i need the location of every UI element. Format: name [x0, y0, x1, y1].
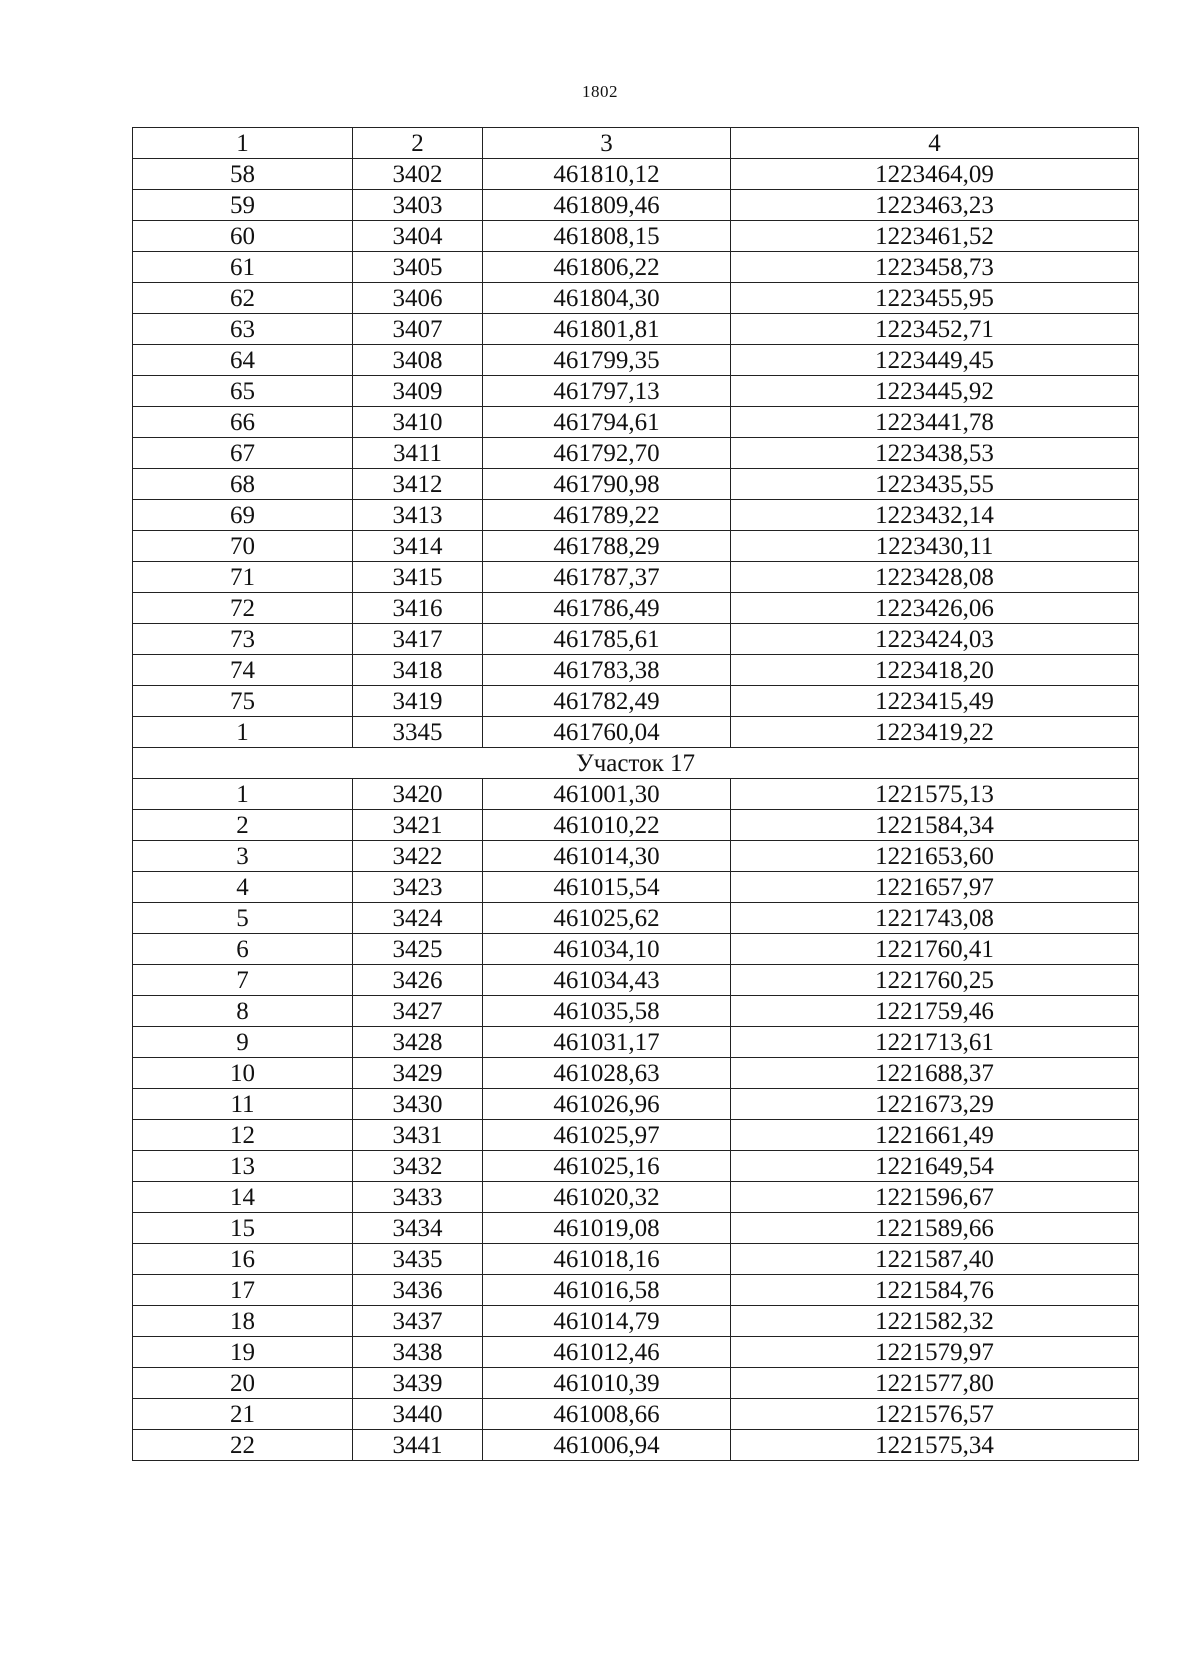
- point-id-cell: 3409: [353, 376, 483, 407]
- x-coordinate-cell: 461031,17: [483, 1027, 731, 1058]
- x-coordinate-cell: 461014,30: [483, 841, 731, 872]
- table-row: [133, 1337, 1139, 1368]
- point-number-cell: 69: [133, 500, 353, 531]
- point-number-cell: 13: [133, 1151, 353, 1182]
- table-row: [133, 996, 1139, 1027]
- x-coordinate-cell: 461786,49: [483, 593, 731, 624]
- x-coordinate-cell: 461783,38: [483, 655, 731, 686]
- x-coordinate-cell: 461809,46: [483, 190, 731, 221]
- y-coordinate-cell: 1221577,80: [731, 1368, 1139, 1399]
- point-number-cell: 60: [133, 221, 353, 252]
- point-id-cell: 3402: [353, 159, 483, 190]
- point-id-cell: 3403: [353, 190, 483, 221]
- y-coordinate-cell: 1223430,11: [731, 531, 1139, 562]
- point-id-cell: 3427: [353, 996, 483, 1027]
- table-row: [133, 686, 1139, 717]
- table-row: [133, 345, 1139, 376]
- table-row: [133, 810, 1139, 841]
- point-id-cell: 3407: [353, 314, 483, 345]
- y-coordinate-cell: 1223449,45: [731, 345, 1139, 376]
- point-number-cell: 66: [133, 407, 353, 438]
- y-coordinate-cell: 1221579,97: [731, 1337, 1139, 1368]
- point-number-cell: 61: [133, 252, 353, 283]
- y-coordinate-cell: 1221743,08: [731, 903, 1139, 934]
- y-coordinate-cell: 1223426,06: [731, 593, 1139, 624]
- y-coordinate-cell: 1223458,73: [731, 252, 1139, 283]
- point-number-cell: 16: [133, 1244, 353, 1275]
- x-coordinate-cell: 461025,16: [483, 1151, 731, 1182]
- y-coordinate-cell: 1223424,03: [731, 624, 1139, 655]
- x-coordinate-cell: 461794,61: [483, 407, 731, 438]
- point-id-cell: 3441: [353, 1430, 483, 1461]
- y-coordinate-cell: 1221575,13: [731, 779, 1139, 810]
- x-coordinate-cell: 461810,12: [483, 159, 731, 190]
- y-coordinate-cell: 1221576,57: [731, 1399, 1139, 1430]
- x-coordinate-cell: 461019,08: [483, 1213, 731, 1244]
- x-coordinate-cell: 461025,97: [483, 1120, 731, 1151]
- point-id-cell: 3418: [353, 655, 483, 686]
- point-number-cell: 73: [133, 624, 353, 655]
- y-coordinate-cell: 1223432,14: [731, 500, 1139, 531]
- table-row: [133, 407, 1139, 438]
- point-id-cell: 3429: [353, 1058, 483, 1089]
- x-coordinate-cell: 461010,22: [483, 810, 731, 841]
- point-id-cell: 3434: [353, 1213, 483, 1244]
- point-id-cell: 3408: [353, 345, 483, 376]
- point-id-cell: 3433: [353, 1182, 483, 1213]
- table-row: [133, 562, 1139, 593]
- point-number-cell: 17: [133, 1275, 353, 1306]
- table-row: [133, 531, 1139, 562]
- point-number-cell: 68: [133, 469, 353, 500]
- table-row: [133, 717, 1139, 748]
- x-coordinate-cell: 461760,04: [483, 717, 731, 748]
- point-number-cell: 4: [133, 872, 353, 903]
- point-number-cell: 75: [133, 686, 353, 717]
- x-coordinate-cell: 461034,10: [483, 934, 731, 965]
- point-number-cell: 59: [133, 190, 353, 221]
- x-coordinate-cell: 461782,49: [483, 686, 731, 717]
- header-row: [133, 128, 1139, 159]
- point-id-cell: 3422: [353, 841, 483, 872]
- point-id-cell: 3415: [353, 562, 483, 593]
- point-id-cell: 3414: [353, 531, 483, 562]
- x-coordinate-cell: 461808,15: [483, 221, 731, 252]
- table-row: [133, 1368, 1139, 1399]
- point-number-cell: 65: [133, 376, 353, 407]
- x-coordinate-cell: 461006,94: [483, 1430, 731, 1461]
- point-id-cell: 3423: [353, 872, 483, 903]
- point-id-cell: 3421: [353, 810, 483, 841]
- point-id-cell: 3435: [353, 1244, 483, 1275]
- point-number-cell: 72: [133, 593, 353, 624]
- table-row: [133, 1399, 1139, 1430]
- point-number-cell: 8: [133, 996, 353, 1027]
- x-coordinate-cell: 461788,29: [483, 531, 731, 562]
- point-id-cell: 3416: [353, 593, 483, 624]
- table-row: [133, 934, 1139, 965]
- section-title: Участок 17: [133, 748, 1139, 779]
- section-row: [133, 748, 1139, 779]
- y-coordinate-cell: 1223461,52: [731, 221, 1139, 252]
- table-row: [133, 438, 1139, 469]
- point-number-cell: 74: [133, 655, 353, 686]
- table-row: [133, 1027, 1139, 1058]
- x-coordinate-cell: 461035,58: [483, 996, 731, 1027]
- x-coordinate-cell: 461785,61: [483, 624, 731, 655]
- y-coordinate-cell: 1221760,25: [731, 965, 1139, 996]
- table-row: [133, 252, 1139, 283]
- point-number-cell: 5: [133, 903, 353, 934]
- y-coordinate-cell: 1223419,22: [731, 717, 1139, 748]
- y-coordinate-cell: 1223435,55: [731, 469, 1139, 500]
- table-row: [133, 872, 1139, 903]
- x-coordinate-cell: 461034,43: [483, 965, 731, 996]
- point-number-cell: 67: [133, 438, 353, 469]
- point-id-cell: 3424: [353, 903, 483, 934]
- y-coordinate-cell: 1221759,46: [731, 996, 1139, 1027]
- table-row: [133, 593, 1139, 624]
- point-id-cell: 3417: [353, 624, 483, 655]
- table-row: [133, 779, 1139, 810]
- table-row: [133, 1275, 1139, 1306]
- point-number-cell: 18: [133, 1306, 353, 1337]
- y-coordinate-cell: 1223445,92: [731, 376, 1139, 407]
- point-id-cell: 3431: [353, 1120, 483, 1151]
- x-coordinate-cell: 461797,13: [483, 376, 731, 407]
- x-coordinate-cell: 461787,37: [483, 562, 731, 593]
- coordinates-table: [132, 127, 1139, 1461]
- x-coordinate-cell: 461015,54: [483, 872, 731, 903]
- point-id-cell: 3439: [353, 1368, 483, 1399]
- y-coordinate-cell: 1221584,76: [731, 1275, 1139, 1306]
- y-coordinate-cell: 1221688,37: [731, 1058, 1139, 1089]
- table-row: [133, 469, 1139, 500]
- point-id-cell: 3420: [353, 779, 483, 810]
- point-number-cell: 12: [133, 1120, 353, 1151]
- y-coordinate-cell: 1223438,53: [731, 438, 1139, 469]
- x-coordinate-cell: 461001,30: [483, 779, 731, 810]
- point-id-cell: 3419: [353, 686, 483, 717]
- x-coordinate-cell: 461806,22: [483, 252, 731, 283]
- point-id-cell: 3411: [353, 438, 483, 469]
- x-coordinate-cell: 461012,46: [483, 1337, 731, 1368]
- point-id-cell: 3430: [353, 1089, 483, 1120]
- point-id-cell: 3437: [353, 1306, 483, 1337]
- x-coordinate-cell: 461804,30: [483, 283, 731, 314]
- x-coordinate-cell: 461025,62: [483, 903, 731, 934]
- table-row: [133, 903, 1139, 934]
- point-number-cell: 14: [133, 1182, 353, 1213]
- y-coordinate-cell: 1221649,54: [731, 1151, 1139, 1182]
- y-coordinate-cell: 1223452,71: [731, 314, 1139, 345]
- table-row: [133, 159, 1139, 190]
- point-id-cell: 3404: [353, 221, 483, 252]
- y-coordinate-cell: 1223415,49: [731, 686, 1139, 717]
- point-number-cell: 6: [133, 934, 353, 965]
- point-number-cell: 20: [133, 1368, 353, 1399]
- point-number-cell: 10: [133, 1058, 353, 1089]
- header-cell-3: 3: [483, 128, 731, 159]
- y-coordinate-cell: 1221760,41: [731, 934, 1139, 965]
- y-coordinate-cell: 1223428,08: [731, 562, 1139, 593]
- point-number-cell: 62: [133, 283, 353, 314]
- y-coordinate-cell: 1223463,23: [731, 190, 1139, 221]
- table-row: [133, 1089, 1139, 1120]
- y-coordinate-cell: 1221653,60: [731, 841, 1139, 872]
- table-row: [133, 841, 1139, 872]
- table-row: [133, 1058, 1139, 1089]
- table-row: [133, 1151, 1139, 1182]
- table-row: [133, 1306, 1139, 1337]
- table-row: [133, 655, 1139, 686]
- point-id-cell: 3428: [353, 1027, 483, 1058]
- point-number-cell: 64: [133, 345, 353, 376]
- table-row: [133, 376, 1139, 407]
- y-coordinate-cell: 1221673,29: [731, 1089, 1139, 1120]
- point-number-cell: 58: [133, 159, 353, 190]
- y-coordinate-cell: 1223441,78: [731, 407, 1139, 438]
- x-coordinate-cell: 461792,70: [483, 438, 731, 469]
- table-row: [133, 965, 1139, 996]
- point-id-cell: 3436: [353, 1275, 483, 1306]
- x-coordinate-cell: 461008,66: [483, 1399, 731, 1430]
- x-coordinate-cell: 461026,96: [483, 1089, 731, 1120]
- y-coordinate-cell: 1221661,49: [731, 1120, 1139, 1151]
- table-row: [133, 1430, 1139, 1461]
- point-number-cell: 22: [133, 1430, 353, 1461]
- point-number-cell: 11: [133, 1089, 353, 1120]
- point-number-cell: 21: [133, 1399, 353, 1430]
- y-coordinate-cell: 1221582,32: [731, 1306, 1139, 1337]
- table-row: [133, 500, 1139, 531]
- y-coordinate-cell: 1221589,66: [731, 1213, 1139, 1244]
- header-cell-2: 2: [353, 128, 483, 159]
- y-coordinate-cell: 1221584,34: [731, 810, 1139, 841]
- table-row: [133, 314, 1139, 345]
- x-coordinate-cell: 461790,98: [483, 469, 731, 500]
- point-number-cell: 7: [133, 965, 353, 996]
- y-coordinate-cell: 1221587,40: [731, 1244, 1139, 1275]
- table-row: [133, 221, 1139, 252]
- header-cell-1: 1: [133, 128, 353, 159]
- point-id-cell: 3406: [353, 283, 483, 314]
- point-number-cell: 19: [133, 1337, 353, 1368]
- x-coordinate-cell: 461016,58: [483, 1275, 731, 1306]
- y-coordinate-cell: 1221657,97: [731, 872, 1139, 903]
- y-coordinate-cell: 1223464,09: [731, 159, 1139, 190]
- point-number-cell: 2: [133, 810, 353, 841]
- table-row: [133, 190, 1139, 221]
- point-number-cell: 70: [133, 531, 353, 562]
- point-id-cell: 3438: [353, 1337, 483, 1368]
- point-number-cell: 1: [133, 779, 353, 810]
- point-id-cell: 3426: [353, 965, 483, 996]
- table-row: [133, 283, 1139, 314]
- table-row: [133, 1182, 1139, 1213]
- x-coordinate-cell: 461799,35: [483, 345, 731, 376]
- header-cell-4: 4: [731, 128, 1139, 159]
- point-id-cell: 3432: [353, 1151, 483, 1182]
- y-coordinate-cell: 1223418,20: [731, 655, 1139, 686]
- x-coordinate-cell: 461020,32: [483, 1182, 731, 1213]
- x-coordinate-cell: 461801,81: [483, 314, 731, 345]
- y-coordinate-cell: 1221713,61: [731, 1027, 1139, 1058]
- x-coordinate-cell: 461010,39: [483, 1368, 731, 1399]
- table-row: [133, 624, 1139, 655]
- page-number: 1802: [582, 82, 618, 101]
- table-row: [133, 1213, 1139, 1244]
- y-coordinate-cell: 1221575,34: [731, 1430, 1139, 1461]
- table-body: [133, 128, 1139, 1461]
- x-coordinate-cell: 461014,79: [483, 1306, 731, 1337]
- point-id-cell: 3410: [353, 407, 483, 438]
- x-coordinate-cell: 461789,22: [483, 500, 731, 531]
- point-number-cell: 9: [133, 1027, 353, 1058]
- y-coordinate-cell: 1223455,95: [731, 283, 1139, 314]
- point-id-cell: 3413: [353, 500, 483, 531]
- point-id-cell: 3405: [353, 252, 483, 283]
- point-number-cell: 1: [133, 717, 353, 748]
- x-coordinate-cell: 461018,16: [483, 1244, 731, 1275]
- point-id-cell: 3412: [353, 469, 483, 500]
- point-number-cell: 71: [133, 562, 353, 593]
- point-number-cell: 15: [133, 1213, 353, 1244]
- table-row: [133, 1120, 1139, 1151]
- point-number-cell: 63: [133, 314, 353, 345]
- table-row: [133, 1244, 1139, 1275]
- x-coordinate-cell: 461028,63: [483, 1058, 731, 1089]
- point-id-cell: 3440: [353, 1399, 483, 1430]
- y-coordinate-cell: 1221596,67: [731, 1182, 1139, 1213]
- point-id-cell: 3425: [353, 934, 483, 965]
- point-number-cell: 3: [133, 841, 353, 872]
- point-id-cell: 3345: [353, 717, 483, 748]
